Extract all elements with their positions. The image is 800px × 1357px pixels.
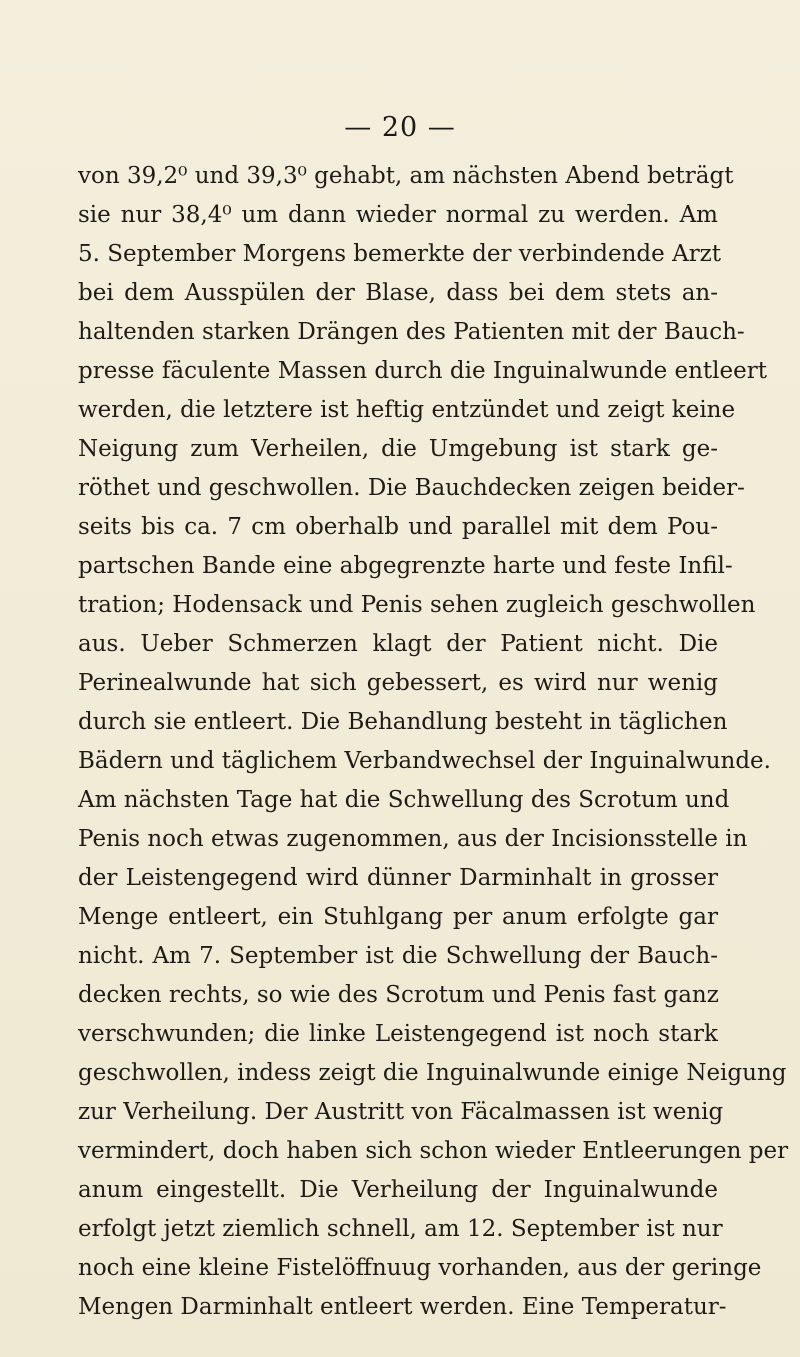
body-text	[78, 157, 789, 1327]
text-line: Am nächsten Tage hat die Schwellung des Scrotum und	[78, 787, 730, 813]
text-line: haltenden starken Drängen des Patienten mit der Bauch-	[78, 319, 745, 345]
text-line: erfolgt jetzt ziemlich schnell, am 12. September ist nur	[78, 1216, 723, 1242]
text-line: zur Verheilung. Der Austritt von Fäcalmassen ist wenig	[78, 1099, 724, 1125]
text-line: geschwollen, indess zeigt die Inguinalwunde einige Neigung	[78, 1060, 787, 1086]
text-line: Neigung zum Verheilen, die Umgebung ist stark ge-	[78, 436, 718, 462]
text-line: sie nur 38,4⁰ um dann wieder normal zu werden. Am	[78, 202, 718, 228]
text-line: röthet und geschwollen. Die Bauchdecken zeigen beider-	[78, 475, 745, 501]
text-line: werden, die letztere ist heftig entzündet und zeigt keine	[78, 397, 736, 423]
text-line: aus. Ueber Schmerzen klagt der Patient nicht. Die	[78, 631, 718, 657]
text-line: Perinealwunde hat sich gebessert, es wird nur wenig	[78, 670, 718, 696]
text-line: von 39,2⁰ und 39,3⁰ gehabt, am nächsten Abend beträgt	[78, 163, 734, 189]
page-number-header: — 20 —	[344, 112, 456, 143]
text-line: verschwunden; die linke Leistengegend ist noch stark	[78, 1021, 718, 1047]
text-line: Bädern und täglichem Verbandwechsel der Inguinalwunde.	[78, 748, 771, 774]
text-line: partschen Bande eine abgegrenzte harte und feste Infil-	[78, 553, 733, 579]
text-line: Penis noch etwas zugenommen, aus der Incisionsstelle in	[78, 826, 748, 852]
text-line: durch sie entleert. Die Behandlung besteht in täglichen	[78, 709, 728, 735]
text-line: Menge entleert, ein Stuhlgang per anum erfolgte gar	[78, 904, 718, 930]
text-line: decken rechts, so wie des Scrotum und Penis fast ganz	[78, 982, 719, 1008]
text-line: vermindert, doch haben sich schon wieder Entleerungen per	[78, 1138, 789, 1164]
text-line: Mengen Darminhalt entleert werden. Eine Temperatur-	[78, 1294, 727, 1320]
text-line: presse fäculente Massen durch die Inguinalwunde entleert	[78, 358, 767, 384]
text-line: seits bis ca. 7 cm oberhalb und parallel mit dem Pou-	[78, 514, 718, 540]
text-line: anum eingestellt. Die Verheilung der Inguinalwunde	[78, 1177, 718, 1203]
text-line: tration; Hodensack und Penis sehen zugleich geschwollen	[78, 592, 756, 618]
text-line: bei dem Ausspülen der Blase, dass bei dem stets an-	[78, 280, 718, 306]
text-line: noch eine kleine Fistelöffnuug vorhanden, aus der geringe	[78, 1255, 762, 1281]
text-line: nicht. Am 7. September ist die Schwellung der Bauch-	[78, 943, 718, 969]
text-line: der Leistengegend wird dünner Darminhalt in grosser	[78, 865, 718, 891]
text-line: 5. September Morgens bemerkte der verbindende Arzt	[78, 241, 722, 267]
